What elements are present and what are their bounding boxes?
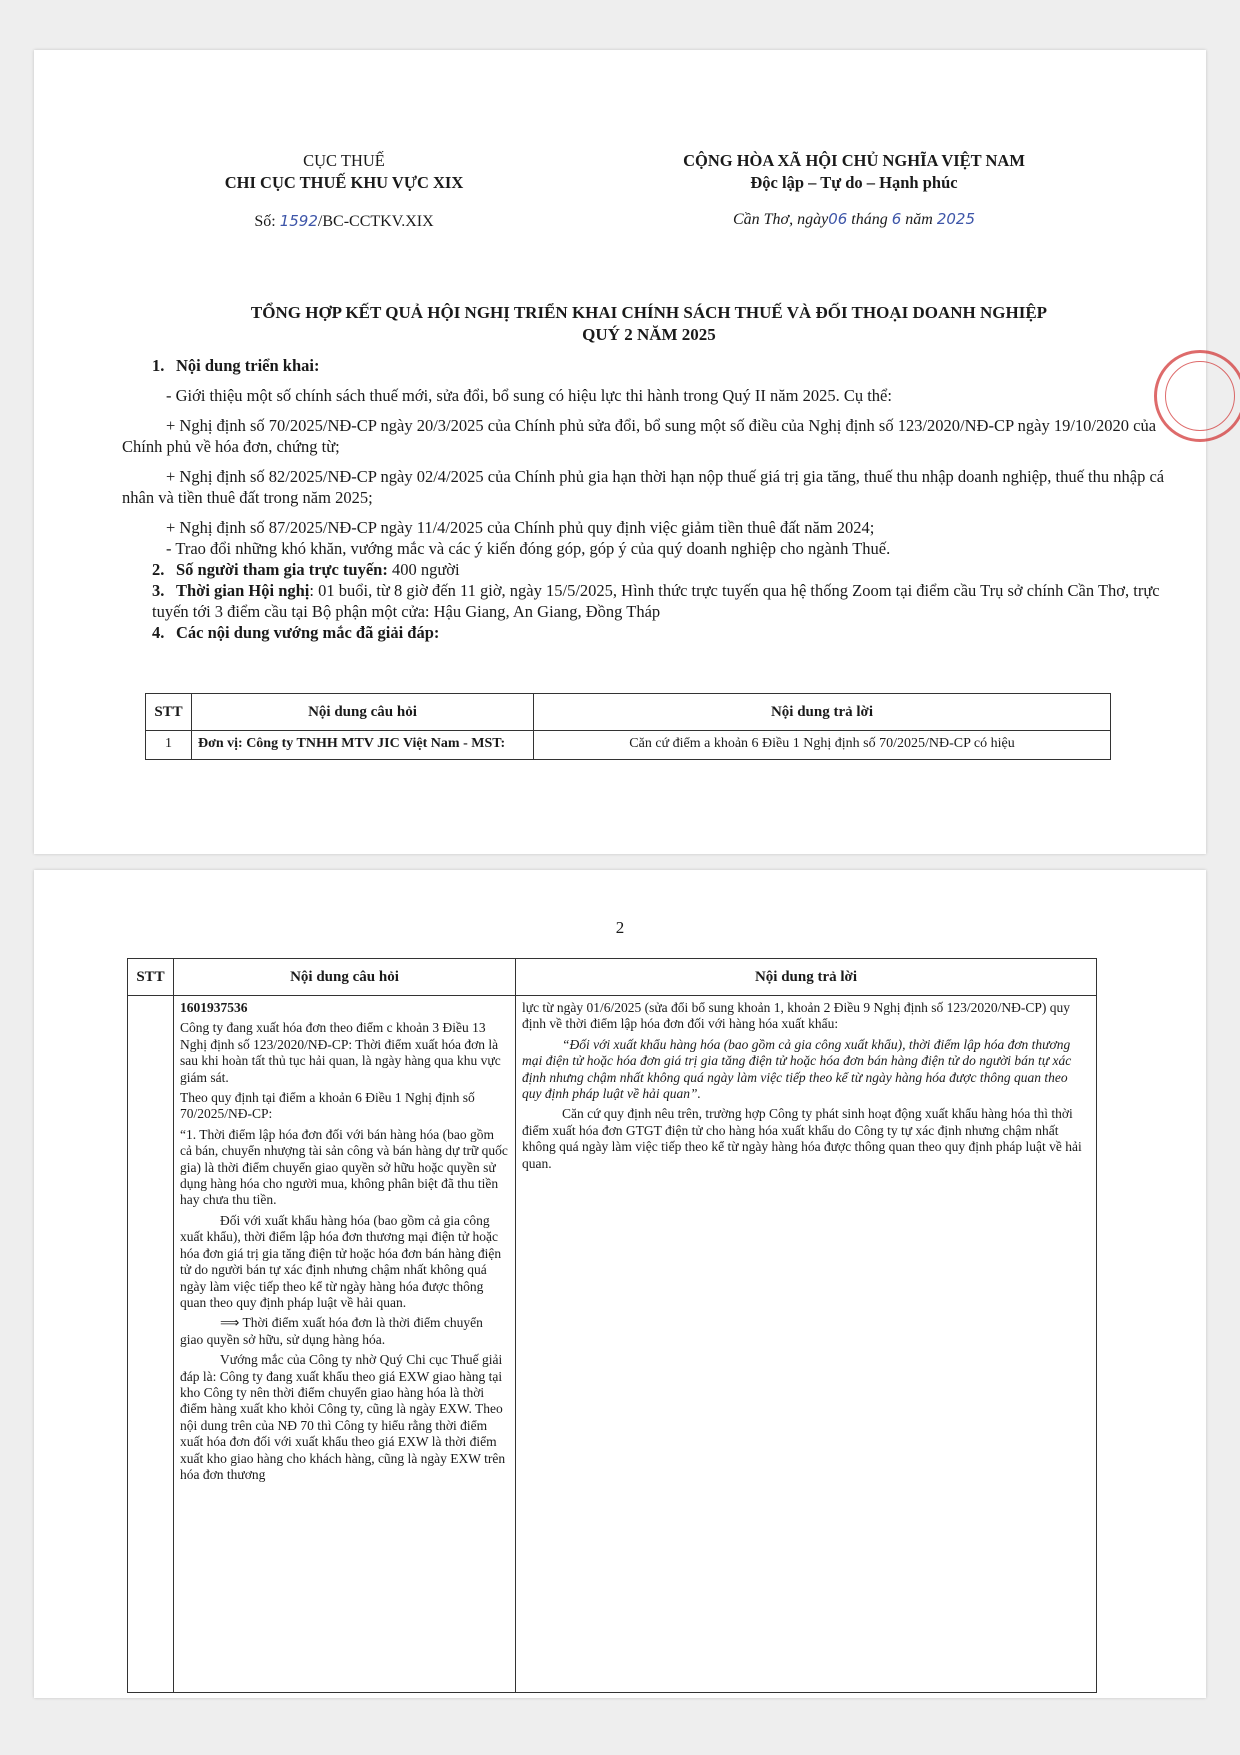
section-3 [152, 580, 1182, 622]
answer-p1: lực từ ngày 01/6/2025 (sửa đổi bổ sung khoản 1, khoản 2 Điều 9 Nghị định số 123/2020/NĐ-CP) quy định về thời điểm lập hóa đơn đối với hàng hóa xuất khẩu: [522, 1000, 1071, 1032]
question-p4: Đối với xuất khẩu hàng hóa (bao gồm cả gia công xuất khẩu), thời điểm lập hóa đơn thương mại điện tử hoặc hóa đơn giá trị gia tăng điện tử hoặc hóa đơn bán hàng điện tử do người bán tự xác định nhưng chậm nhất không quá ngày làm việc tiếp theo kể từ ngày hàng hóa được thông quan theo quy định pháp luật về hải quan. [180, 1212, 502, 1310]
row-answer: Căn cứ điểm a khoản 6 Điều 1 Nghị định số 70/2025/NĐ-CP có hiệu [534, 731, 1111, 760]
document-body [122, 355, 1182, 643]
date-month-word: tháng [851, 211, 888, 228]
section-1-title: Nội dung triển khai: [176, 356, 320, 375]
page-1 [34, 50, 1206, 854]
question-p2: Theo quy định tại điểm a khoản 6 Điều 1 Nghị định số 70/2025/NĐ-CP: [180, 1090, 475, 1122]
participant-count: 400 người [387, 560, 460, 579]
table-header-row [146, 694, 1111, 731]
country-name: CỘNG HÒA XÃ HỘI CHỦ NGHĨA VIỆT NAM [683, 151, 1025, 170]
title-line-1: TỔNG HỢP KẾT QUẢ HỘI NGHỊ TRIỂN KHAI CHÍNH SÁCH THUẾ VÀ ĐỐI THOẠI DOANH NGHIỆP [250, 303, 1048, 322]
section-2 [152, 559, 1182, 580]
page-2 [34, 870, 1206, 1698]
arrow-icon: ⟹ [220, 1315, 240, 1332]
row-answer [516, 996, 1097, 1693]
national-header [594, 150, 1114, 194]
question-p6: Vướng mắc của Công ty nhờ Quý Chi cục Thuế giải đáp là: Công ty đang xuất khẩu theo giá EXW giao hàng tại kho Công ty nên thời điểm chuyển giao hàng hóa là thời điểm hàng xuất kho khỏi Công ty, cũng là ngày EXW. Theo nội dung trên của NĐ 70 thì Công ty hiểu rằng thời điểm xuất hóa đơn đối với xuất khẩu theo giá EXW là thời điểm xuất kho giao hàng cho khách hàng, cũng là ngày EXW trên hóa đơn thương [180, 1352, 506, 1482]
doc-no-suffix: /BC-CCTKV.XIX [317, 213, 434, 230]
decree-70-item: + Nghị định số 70/2025/NĐ-CP ngày 20/3/2025 của Chính phủ sửa đổi, bổ sung một số điều của Nghị định số 123/2020/NĐ-CP ngày 19/10/2020 của Chính phủ về hóa đơn, chứng từ; [122, 416, 1157, 456]
agency-name: CHI CỤC THUẾ KHU VỰC XIX [224, 173, 464, 192]
answer-p3: Căn cứ quy định nêu trên, trường hợp Công ty phát sinh hoạt động xuất khẩu hàng hóa thì thời điểm xuất hóa đơn GTGT điện tử cho hàng hóa xuất khẩu do Công ty tự xác định nhưng chậm nhất không quá ngày làm việc tiếp theo kể từ ngày hàng hóa được thông quan theo quy định pháp luật về hải quan. [522, 1106, 1082, 1171]
question-p1: Công ty đang xuất hóa đơn theo điểm c khoản 3 Điều 13 Nghị định số 123/2020/NĐ-CP: Thời điểm xuất hóa đơn là sau khi hoàn tất thủ tục hải quan, là ngày hàng qua khu vực giám sát. [180, 1020, 501, 1085]
row-question: Đơn vị: Công ty TNHH MTV JIC Việt Nam - MST: [192, 731, 534, 760]
agency-parent: CỤC THUẾ [303, 151, 385, 170]
col-answer: Nội dung trả lời [516, 959, 1097, 996]
col-question: Nội dung câu hỏi [192, 694, 534, 731]
section-3-number: 3. [152, 581, 165, 600]
col-answer: Nội dung trả lời [534, 694, 1111, 731]
section-3-title: Thời gian Hội nghị [176, 581, 310, 600]
table-row [146, 731, 1111, 760]
date-year: 2025 [936, 210, 976, 228]
col-stt: STT [128, 959, 174, 996]
document-title [134, 302, 1164, 346]
exchange-item: - Trao đổi những khó khăn, vướng mắc và các ý kiến đóng góp, góp ý của quý doanh nghiệp cho ngành Thuế. [166, 539, 891, 558]
document-number [179, 212, 509, 231]
answer-p2-quote: “Đối với xuất khẩu hàng hóa (bao gồm cả gia công xuất khẩu), thời điểm lập hóa đơn thương mại điện tử hoặc hóa đơn giá trị gia tăng điện tử hoặc hóa đơn bán hàng điện tử do người bán tự xác định nhưng chậm nhất không quá ngày làm việc tiếp theo kể từ ngày hàng hóa được thông quan theo quy định pháp luật về hải quan”. [522, 1036, 1072, 1102]
date-day: 06 [828, 210, 848, 228]
date-year-word: năm [905, 211, 933, 228]
question-p5-text: Thời điểm xuất hóa đơn là thời điểm chuyển giao quyền sở hữu, sử dụng hàng hóa. [180, 1315, 483, 1347]
row-stt [128, 996, 174, 1693]
national-motto: Độc lập – Tự do – Hạnh phúc [750, 173, 958, 192]
question-p5 [180, 1315, 509, 1348]
decree-82-item: + Nghị định số 82/2025/NĐ-CP ngày 02/4/2025 của Chính phủ gia hạn thời hạn nộp thuế giá trị gia tăng, thuế thu nhập doanh nghiệp, thuế thu nhập cá nhân và tiền thuê đất trong năm 2025; [122, 467, 1165, 507]
decree-87-item: + Nghị định số 87/2025/NĐ-CP ngày 11/4/2025 của Chính phủ quy định việc giảm tiền thuê đất năm 2024; [166, 518, 875, 537]
section-4-title: Các nội dung vướng mắc đã giải đáp: [176, 623, 440, 642]
page-number: 2 [615, 918, 625, 937]
row-stt: 1 [146, 731, 192, 760]
col-question: Nội dung câu hỏi [174, 959, 516, 996]
date-month: 6 [891, 210, 902, 228]
red-seal-stamp-icon [1154, 350, 1240, 442]
section-1-heading [152, 355, 1182, 376]
section-1-intro: - Giới thiệu một số chính sách thuế mới, sửa đổi, bổ sung có hiệu lực thi hành trong Quý II năm 2025. Cụ thể: [166, 386, 892, 405]
section-2-title: Số người tham gia trực tuyến: [176, 560, 388, 579]
section-1-number: 1. [152, 356, 165, 375]
qa-table-page-2 [127, 958, 1097, 1693]
col-stt: STT [146, 694, 192, 731]
tax-code: 1601937536 [180, 1000, 248, 1015]
table-row [128, 996, 1097, 1693]
qa-table-page-1 [145, 693, 1111, 760]
date-place: Cần Thơ, ngày [732, 211, 829, 228]
doc-no-handwritten: 1592 [279, 212, 318, 230]
section-4-number: 4. [152, 623, 165, 642]
conference-time-detail: : 01 buổi, từ 8 giờ đến 11 giờ, ngày 15/5/2025, Hình thức trực tuyến qua hệ thống Zoom tại điểm cầu Trụ sở chính Cần Thơ, trực tuyến tới 3 điểm cầu tại Bộ phận một cửa: Hậu Giang, An Giang, Đồng Tháp [152, 581, 1160, 621]
row-question [174, 996, 516, 1693]
doc-no-prefix: Số: [254, 213, 276, 230]
agency-header [179, 150, 509, 194]
section-4 [152, 622, 1182, 643]
table-header-row [128, 959, 1097, 996]
document-date [594, 210, 1114, 229]
title-line-2: QUÝ 2 NĂM 2025 [582, 325, 716, 344]
question-p3: “1. Thời điểm lập hóa đơn đối với bán hàng hóa (bao gồm cả bán, chuyển nhượng tài sản công và bán hàng dự trữ quốc gia) là thời điểm chuyển giao quyền sở hữu hoặc quyền sử dụng hàng hóa cho người mua, không phân biệt đã thu tiền hay chưa thu tiền. [180, 1126, 508, 1208]
section-2-number: 2. [152, 560, 165, 579]
